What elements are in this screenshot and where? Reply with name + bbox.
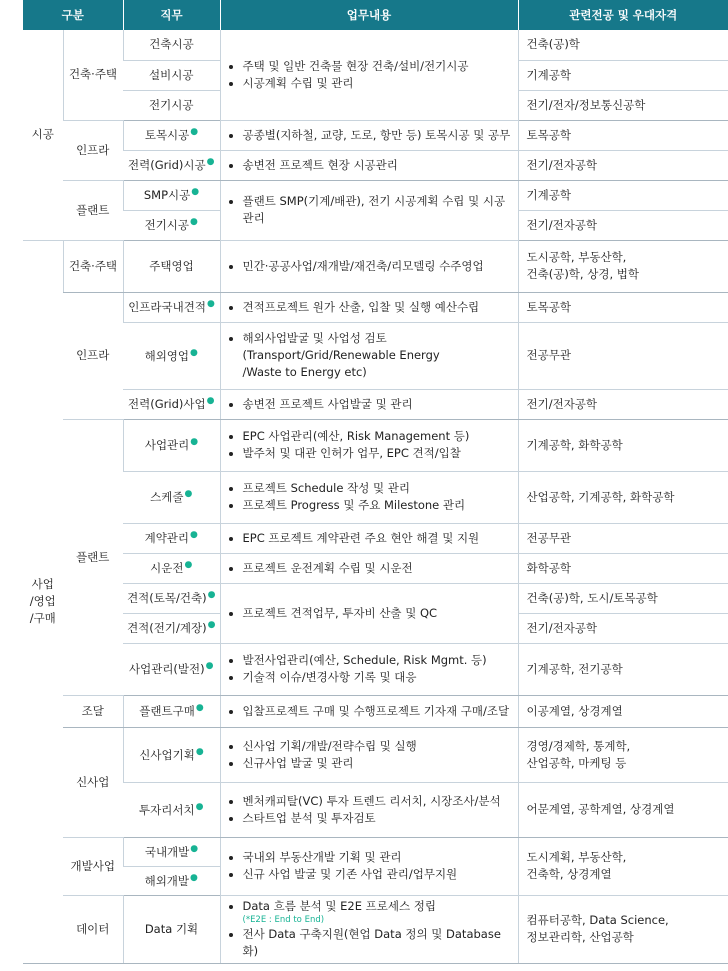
duties-cell <box>220 782 518 837</box>
job-name: Data 기획 <box>123 895 220 963</box>
duty-item: • 프로젝트 운전계획 수립 및 시운전 <box>243 560 514 577</box>
table-row <box>23 322 728 389</box>
duty-item: • 플랜트 SMP(기계/배관), 전기 시공계획 수립 및 시공관리 <box>243 193 514 226</box>
duty-item: • 신규사업 발굴 및 관리 <box>243 755 514 772</box>
table-row <box>23 180 728 210</box>
sub-building: 건축·주택 <box>63 30 123 120</box>
duties-cell <box>220 583 518 643</box>
job-name: 견적(전기/계장)● <box>123 613 220 643</box>
sub-infra: 인프라 <box>63 120 123 180</box>
e2e-note: (*E2E : End to End) <box>242 915 325 926</box>
table-row <box>23 837 728 866</box>
duty-item: • 벤처캐피탈(VC) 투자 트렌드 리서치, 시장조사/분석 <box>243 793 514 810</box>
job-name: 스케줄● <box>123 471 220 523</box>
header-category: 구분 <box>23 0 123 30</box>
duties-cell <box>220 419 518 471</box>
major-cell: 기계공학 <box>518 60 728 90</box>
major-cell: 토목공학 <box>518 292 728 322</box>
duties-cell <box>220 553 518 583</box>
table-row <box>23 782 728 837</box>
table-row <box>23 895 728 963</box>
marker-dot-icon: ● <box>184 489 193 500</box>
sub-infra: 인프라 <box>63 292 123 419</box>
duty-item: • 견적프로젝트 원가 산출, 입찰 및 실행 예산수립 <box>243 299 514 316</box>
duty-item: • 프로젝트 견적업무, 투자비 산출 및 QC <box>243 605 514 622</box>
job-name: 전력(Grid)사업● <box>123 389 220 419</box>
table-row <box>23 120 728 150</box>
job-name: 전기시공● <box>123 210 220 240</box>
major-cell: 전공무관 <box>518 523 728 553</box>
major-cell: 전공무관 <box>518 322 728 389</box>
major-cell: 기계공학, 화학공학 <box>518 419 728 471</box>
job-name: 계약관리● <box>123 523 220 553</box>
duty-item: • 국내외 부동산개발 기획 및 관리 <box>243 849 514 866</box>
marker-dot-icon: ● <box>205 661 214 672</box>
table-row <box>23 643 728 695</box>
job-name: 견적(토목/건축)● <box>123 583 220 613</box>
duties-cell <box>220 523 518 553</box>
duty-item: • 송변전 프로젝트 현장 시공관리 <box>243 157 514 174</box>
marker-dot-icon: ● <box>191 187 200 198</box>
duties-cell <box>220 150 518 180</box>
duty-item: • 입찰프로젝트 구매 및 수행프로젝트 기자재 구매/조달 <box>243 703 514 720</box>
job-name: 시운전● <box>123 553 220 583</box>
table-row <box>23 523 728 553</box>
job-name: SMP시공● <box>123 180 220 210</box>
duty-item: • 스타트업 분석 및 투자검토 <box>243 810 514 827</box>
job-name: 사업관리(발전)● <box>123 643 220 695</box>
marker-dot-icon: ● <box>184 560 193 571</box>
major-cell: 도시공학, 부동산학, 건축(공)학, 상경, 법학 <box>518 240 728 292</box>
table-row <box>23 553 728 583</box>
job-name: 사업관리● <box>123 419 220 471</box>
job-name: 토목시공● <box>123 120 220 150</box>
table-row <box>23 419 728 471</box>
major-cell: 어문계열, 공학계열, 상경계열 <box>518 782 728 837</box>
duties-cell <box>220 30 518 120</box>
duty-item: • 프로젝트 Schedule 작성 및 관리 <box>243 480 514 497</box>
duties-cell <box>220 389 518 419</box>
major-cell: 전기/전자공학 <box>518 613 728 643</box>
duties-cell <box>220 643 518 695</box>
duty-item: • 발전사업관리(예산, Schedule, Risk Mgmt. 등) <box>243 652 514 669</box>
sub-building: 건축·주택 <box>63 240 123 292</box>
duties-cell <box>220 322 518 389</box>
duty-item: • 송변전 프로젝트 사업발굴 및 관리 <box>243 396 514 413</box>
table-row <box>23 30 728 60</box>
major-cell: 토목공학 <box>518 120 728 150</box>
duty-item: • EPC 사업관리(예산, Risk Management 등) <box>243 428 514 445</box>
marker-dot-icon: ● <box>190 437 199 448</box>
table-row <box>23 292 728 322</box>
marker-dot-icon: ● <box>190 127 199 138</box>
marker-dot-icon: ● <box>195 703 204 714</box>
duties-cell <box>220 727 518 782</box>
major-cell: 도시계획, 부동산학, 건축학, 상경계열 <box>518 837 728 895</box>
duties-cell <box>220 120 518 150</box>
job-name: 주택영업 <box>123 240 220 292</box>
sub-dev: 개발사업 <box>63 837 123 895</box>
job-name: 국내개발● <box>123 837 220 866</box>
marker-dot-icon: ● <box>195 746 204 757</box>
duties-cell <box>220 292 518 322</box>
duties-cell <box>220 837 518 895</box>
table-row <box>23 727 728 782</box>
duties-cell <box>220 471 518 523</box>
table-row <box>23 389 728 419</box>
marker-dot-icon: ● <box>190 347 198 358</box>
major-cell: 이공계열, 상경계열 <box>518 695 728 727</box>
major-cell: 전기/전자/정보통신공학 <box>518 90 728 120</box>
marker-dot-icon: ● <box>207 590 216 601</box>
job-name: 해외영업● <box>123 322 220 389</box>
duty-item: • Data 흐름 분석 및 E2E 프로세스 정립 (*E2E : End to End) <box>243 898 514 926</box>
marker-dot-icon: ● <box>190 530 198 541</box>
job-name: 투자리서치● <box>123 782 220 837</box>
duty-item: • 시공계획 수립 및 관리 <box>243 75 514 92</box>
header-duties: 업무내용 <box>220 0 518 30</box>
major-cell: 건축(공)학 <box>518 30 728 60</box>
job-name: 플랜트구매● <box>123 695 220 727</box>
table-row <box>23 150 728 180</box>
marker-dot-icon: ● <box>190 217 198 228</box>
table-row <box>23 583 728 613</box>
major-cell: 전기/전자공학 <box>518 150 728 180</box>
marker-dot-icon: ● <box>190 872 198 883</box>
header-majors: 관련전공 및 우대자격 <box>518 0 728 30</box>
sub-plant: 플랜트 <box>63 180 123 240</box>
major-cell: 컴퓨터공학, Data Science, 정보관리학, 산업공학 <box>518 895 728 963</box>
job-name: 신사업기획● <box>123 727 220 782</box>
job-name: 건축시공 <box>123 30 220 60</box>
job-table <box>23 0 728 964</box>
job-name: 전기시공 <box>123 90 220 120</box>
table-row <box>23 471 728 523</box>
job-name: 인프라국내견적● <box>123 292 220 322</box>
job-name: 전력(Grid)시공● <box>123 150 220 180</box>
major-cell: 기계공학 <box>518 180 728 210</box>
sub-procurement: 조달 <box>63 695 123 727</box>
major-cell: 전기/전자공학 <box>518 210 728 240</box>
duties-cell <box>220 240 518 292</box>
marker-dot-icon: ● <box>206 299 215 310</box>
sub-plant: 플랜트 <box>63 419 123 695</box>
duty-item: • EPC 프로젝트 계약관련 주요 현안 해결 및 지원 <box>243 530 514 547</box>
duty-item: • 신규 사업 발굴 및 기존 사업 관리/업무지원 <box>243 866 514 883</box>
major-cell: 전기/전자공학 <box>518 389 728 419</box>
marker-dot-icon: ● <box>195 801 204 812</box>
duty-item: • 해외사업발굴 및 사업성 검토 (Transport/Grid/Renewable Energy /Waste to Energy etc) <box>243 330 514 380</box>
duty-item: • 공종별(지하철, 교량, 도로, 항만 등) 토목시공 및 공무 <box>243 127 514 144</box>
sub-data: 데이터 <box>63 895 123 963</box>
group-construction: 시공 <box>23 30 63 240</box>
table-row <box>23 240 728 292</box>
duty-item: • 발주처 및 대관 인허가 업무, EPC 견적/입찰 <box>243 445 514 462</box>
job-name: 해외개발● <box>123 866 220 895</box>
duties-cell <box>220 895 518 963</box>
duty-item: • 신사업 기획/개발/전략수립 및 실행 <box>243 738 514 755</box>
duty-item: • 프로젝트 Progress 및 주요 Milestone 관리 <box>243 497 514 514</box>
duties-cell <box>220 695 518 727</box>
marker-dot-icon: ● <box>206 157 215 168</box>
major-cell: 건축(공)학, 도시/토목공학 <box>518 583 728 613</box>
duty-item: • 전사 Data 구축지원(현업 Data 정의 및 Database화) <box>243 926 514 959</box>
major-cell: 경영/경제학, 통계학, 산업공학, 마케팅 등 <box>518 727 728 782</box>
major-cell: 산업공학, 기계공학, 화학공학 <box>518 471 728 523</box>
marker-dot-icon: ● <box>190 843 199 854</box>
marker-dot-icon: ● <box>207 620 216 631</box>
marker-dot-icon: ● <box>206 396 215 407</box>
job-name: 설비시공 <box>123 60 220 90</box>
duty-item: • 기술적 이슈/변경사항 기록 및 대응 <box>243 669 514 686</box>
table-row <box>23 695 728 727</box>
header-job: 직무 <box>123 0 220 30</box>
duty-item: • 주택 및 일반 건축물 현장 건축/설비/전기시공 <box>243 58 514 75</box>
duties-cell <box>220 180 518 240</box>
group-business: 사업 /영업 /구매 <box>23 240 63 963</box>
major-cell: 화학공학 <box>518 553 728 583</box>
major-cell: 기계공학, 전기공학 <box>518 643 728 695</box>
sub-newbiz: 신사업 <box>63 727 123 837</box>
table-header <box>23 0 728 30</box>
duty-item: • 민간·공공사업/재개발/재건축/리모델링 수주영업 <box>243 258 514 275</box>
